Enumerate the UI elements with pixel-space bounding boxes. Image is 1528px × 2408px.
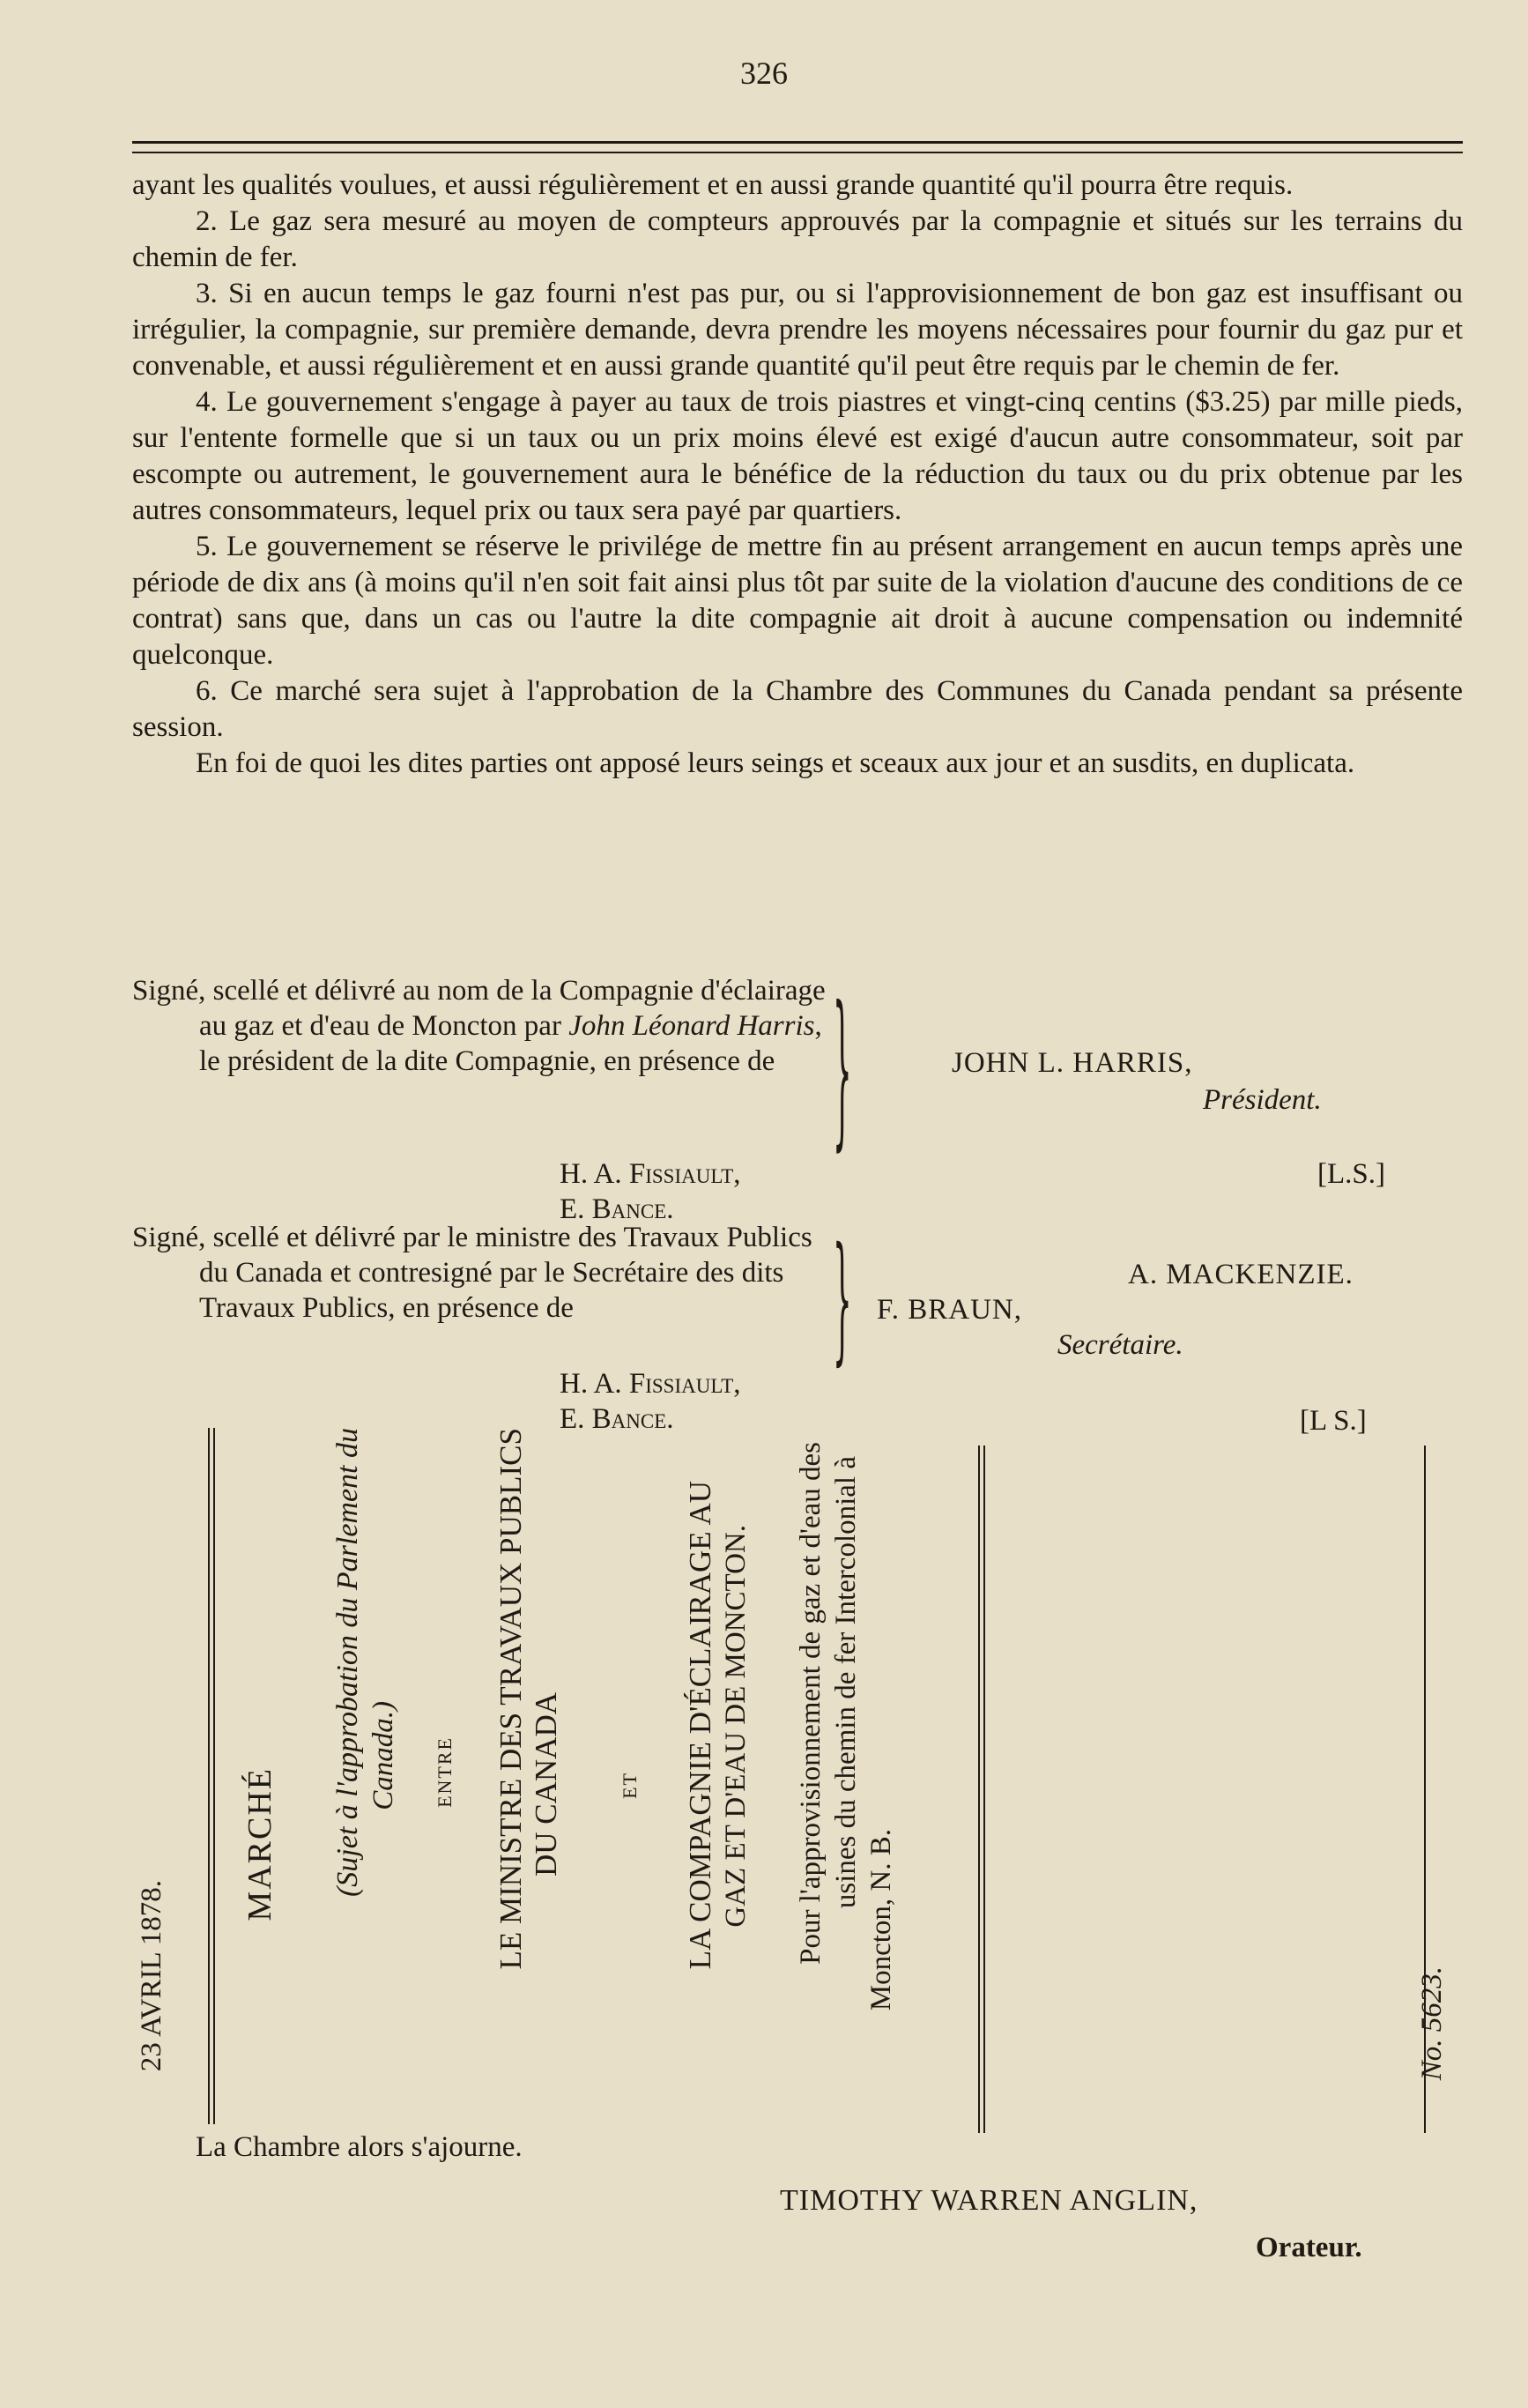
paragraph-3: 3. Si en aucun temps le gaz fourni n'est pas pur, ou si l'approvisionnement de bon gaz est insuffisant ou irrégulier, la compagnie, sur première demande, devra prendre les moyens nécessaires pour fournir du gaz pur et convenable, et aussi régulièrement et en aussi grande quantité qu'il peut être requis par le chemin de fer.	[132, 278, 1463, 382]
brace-icon: }	[833, 973, 852, 1171]
signatory-name: JOHN L. HARRIS,	[952, 1047, 1193, 1079]
witness-name: H. A. Fissiault,	[560, 1158, 741, 1190]
seal-mark: [L S.]	[1300, 1405, 1367, 1437]
double-rule-left	[213, 1428, 215, 2124]
adjournment-note: La Chambre alors s'ajourne.	[196, 2131, 523, 2163]
witness-name: E. Bance.	[560, 1403, 674, 1435]
signatory-name-italic: John Léonard Harris	[568, 1010, 815, 1042]
paragraph-6: 6. Ce marché sera sujet à l'approbation de la Chambre des Communes du Canada pendant sa présente session.	[132, 675, 1463, 743]
signatory-title: Président.	[1203, 1084, 1322, 1116]
secretary-title: Secrétaire.	[1057, 1329, 1183, 1361]
speaker-name: TIMOTHY WARREN ANGLIN,	[780, 2184, 1198, 2217]
signature-statement-company	[132, 973, 837, 1079]
speaker-title: Orateur.	[1256, 2232, 1362, 2263]
endorsement-date: 23 AVRIL 1878.	[136, 1879, 167, 2071]
paragraph-attestation: En foi de quoi les dites parties ont apposé leurs seings et sceaux aux jour et an susdits, en duplicata.	[196, 747, 1355, 779]
witness-name: E. Bance.	[560, 1193, 674, 1225]
signature-statement-text-end: , le président de la dite Compagnie, en présence de	[199, 1010, 822, 1077]
witnesses-minister	[560, 1366, 741, 1437]
witness-name: H. A. Fissiault,	[560, 1368, 741, 1400]
endorsement-purpose-line3: Moncton, N. B.	[865, 1829, 897, 2011]
endorsement-party1-line1: LE MINISTRE DES TRAVAUX PUBLICS	[493, 1428, 528, 1970]
endorsement-between: ENTRE	[434, 1736, 456, 1808]
paragraph-1: ayant les qualités voulues, et aussi régulièrement et en aussi grande quantité qu'il pourra être requis.	[132, 169, 1294, 201]
contract-body	[132, 167, 1463, 782]
endorsement-party2-line1: LA COMPAGNIE D'ÉCLAIRAGE AU	[683, 1481, 717, 1970]
endorsement-purpose-line2: usines du chemin de fer Intercolonial à	[830, 1456, 862, 1909]
signature-statement-minister: Signé, scellé et délivré par le ministre des Travaux Publics du Canada et contresigné par le Secrétaire des dits Travaux Publics, en présence de	[132, 1222, 812, 1324]
endorsement-number: No. 5623.	[1416, 1966, 1448, 2080]
signature-block-minister	[132, 1220, 1463, 1437]
endorsement-party2-line2: GAZ ET D'EAU DE MONCTON.	[720, 1525, 752, 1928]
seal-mark: [L.S.]	[1317, 1158, 1385, 1190]
paragraph-5: 5. Le gouvernement se réserve le privilége de mettre fin au présent arrangement en aucun temps après une période de dix ans (à moins qu'il n'en soit fait ainsi plus tôt par suite de la violation d'aucune des conditions de ce contrat) sans que, dans un cas ou l'autre la dite compagnie ait droit à aucune compensation ou indemnité quelconque.	[132, 531, 1463, 671]
endorsement-party1-line2: DU CANADA	[529, 1692, 563, 1877]
double-rule-mid	[978, 1446, 980, 2133]
endorsement-heading: MARCHÉ	[241, 1767, 278, 1921]
signatory-name: A. MACKENZIE.	[1128, 1259, 1354, 1290]
witnesses-company	[560, 1156, 741, 1227]
endorsement-panel	[132, 1428, 1463, 2133]
paragraph-4: 4. Le gouvernement s'engage à payer au taux de trois piastres et vingt-cinq centins ($3.25) par mille pieds, sur l'entente formelle que si un taux ou un prix moins élevé est exigé d'aucun autre consommateur, soit par escompte ou autrement, le gouvernement aura le bénéfice de la réduction du taux ou du prix obtenue par les autres consommateurs, lequel prix ou taux sera payé par quartiers.	[132, 386, 1463, 526]
double-rule-mid	[983, 1446, 985, 2133]
endorsement-and: ET	[619, 1772, 641, 1799]
signature-block-company	[132, 973, 1463, 1225]
endorsement-subject-line2: Canada.)	[367, 1701, 399, 1810]
secretary-name: F. BRAUN,	[877, 1294, 1022, 1326]
header-rule	[132, 141, 1463, 153]
endorsement-purpose-line1: Pour l'approvisionnement de gaz et d'eau des	[795, 1442, 827, 1965]
page-number: 326	[740, 56, 788, 91]
brace-icon: }	[833, 1220, 852, 1382]
double-rule-left	[208, 1428, 210, 2124]
signature-statement-text: Signé, scellé et délivré au nom de la Compagnie d'éclairage au gaz et d'eau de Moncton par	[132, 975, 826, 1042]
endorsement-subject-line1: (Sujet à l'approbation du Parlement du	[331, 1428, 364, 1898]
paragraph-2: 2. Le gaz sera mesuré au moyen de compteurs approuvés par la compagnie et situés sur les terrains du chemin de fer.	[132, 205, 1463, 273]
